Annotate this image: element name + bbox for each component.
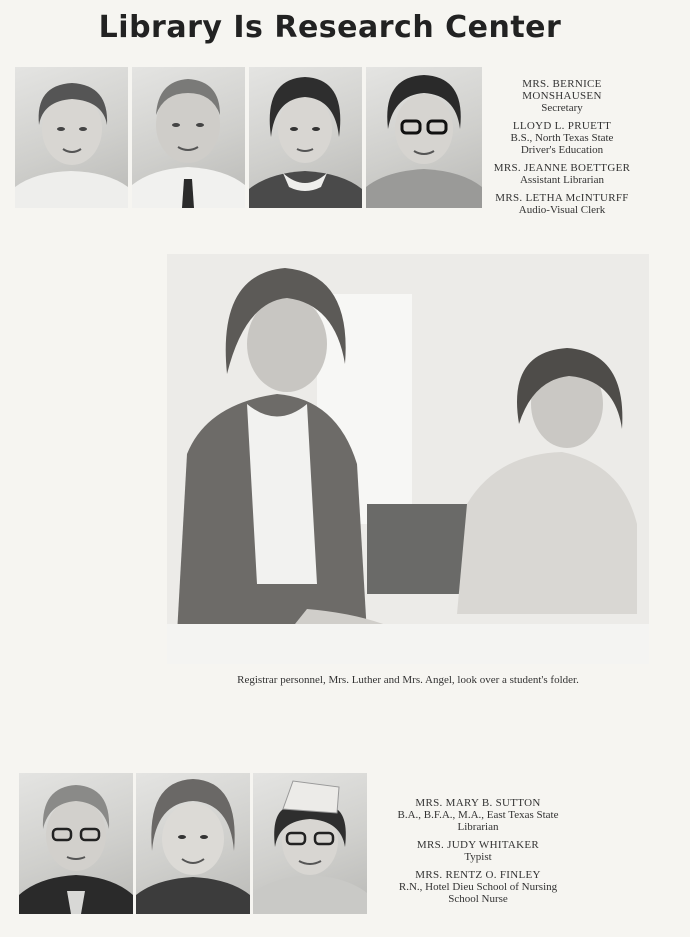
staff-name: MRS. RENTZ O. FINLEY [415,869,541,881]
staff-title: Driver's Education [520,144,604,156]
staff-entry [380,797,576,833]
page-title: Library Is Research Center [98,10,562,45]
staff-caption-bottom [380,797,576,911]
portrait-photo-finley [253,773,367,914]
staff-title: Assistant Librarian [519,174,604,186]
portrait-photo-monshausen [15,67,128,208]
staff-degree: R.N., Hotel Dieu School of Nursing [398,881,558,893]
portrait-photo-pruett [132,67,245,208]
registrar-photo-caption: Registrar personnel, Mrs. Luther and Mrs. Angel, look over a student's folder. [237,674,579,686]
staff-entry [488,120,636,156]
staff-degree: B.A., B.F.A., M.A., East Texas State [397,809,559,821]
portrait-photo-boettger [249,67,362,208]
staff-name: LLOYD L. PRUETT [512,120,612,132]
staff-title: School Nurse [448,893,508,905]
staff-entry [488,162,636,186]
portrait-photo-sutton [19,773,133,914]
portrait-photo-mcinturff [366,67,482,208]
staff-title: Librarian [457,821,499,833]
staff-title: Typist [464,851,492,863]
staff-caption-top [488,78,636,222]
staff-degree: B.S., North Texas State [510,132,614,144]
staff-entry [488,192,636,216]
staff-name: MRS. JEANNE BOETTGER [493,162,631,174]
staff-title: Audio-Visual Clerk [518,204,606,216]
staff-entry [380,839,576,863]
staff-entry [380,869,576,905]
registrar-photo [167,254,649,664]
staff-name: MRS. MARY B. SUTTON [415,797,541,809]
staff-entry [488,78,636,114]
staff-name: MRS. BERNICE MONSHAUSEN [522,78,602,102]
staff-name: MRS. LETHA McINTURFF [495,192,629,204]
portrait-photo-whitaker [136,773,250,914]
staff-title: Secretary [541,102,583,114]
staff-name: MRS. JUDY WHITAKER [416,839,540,851]
